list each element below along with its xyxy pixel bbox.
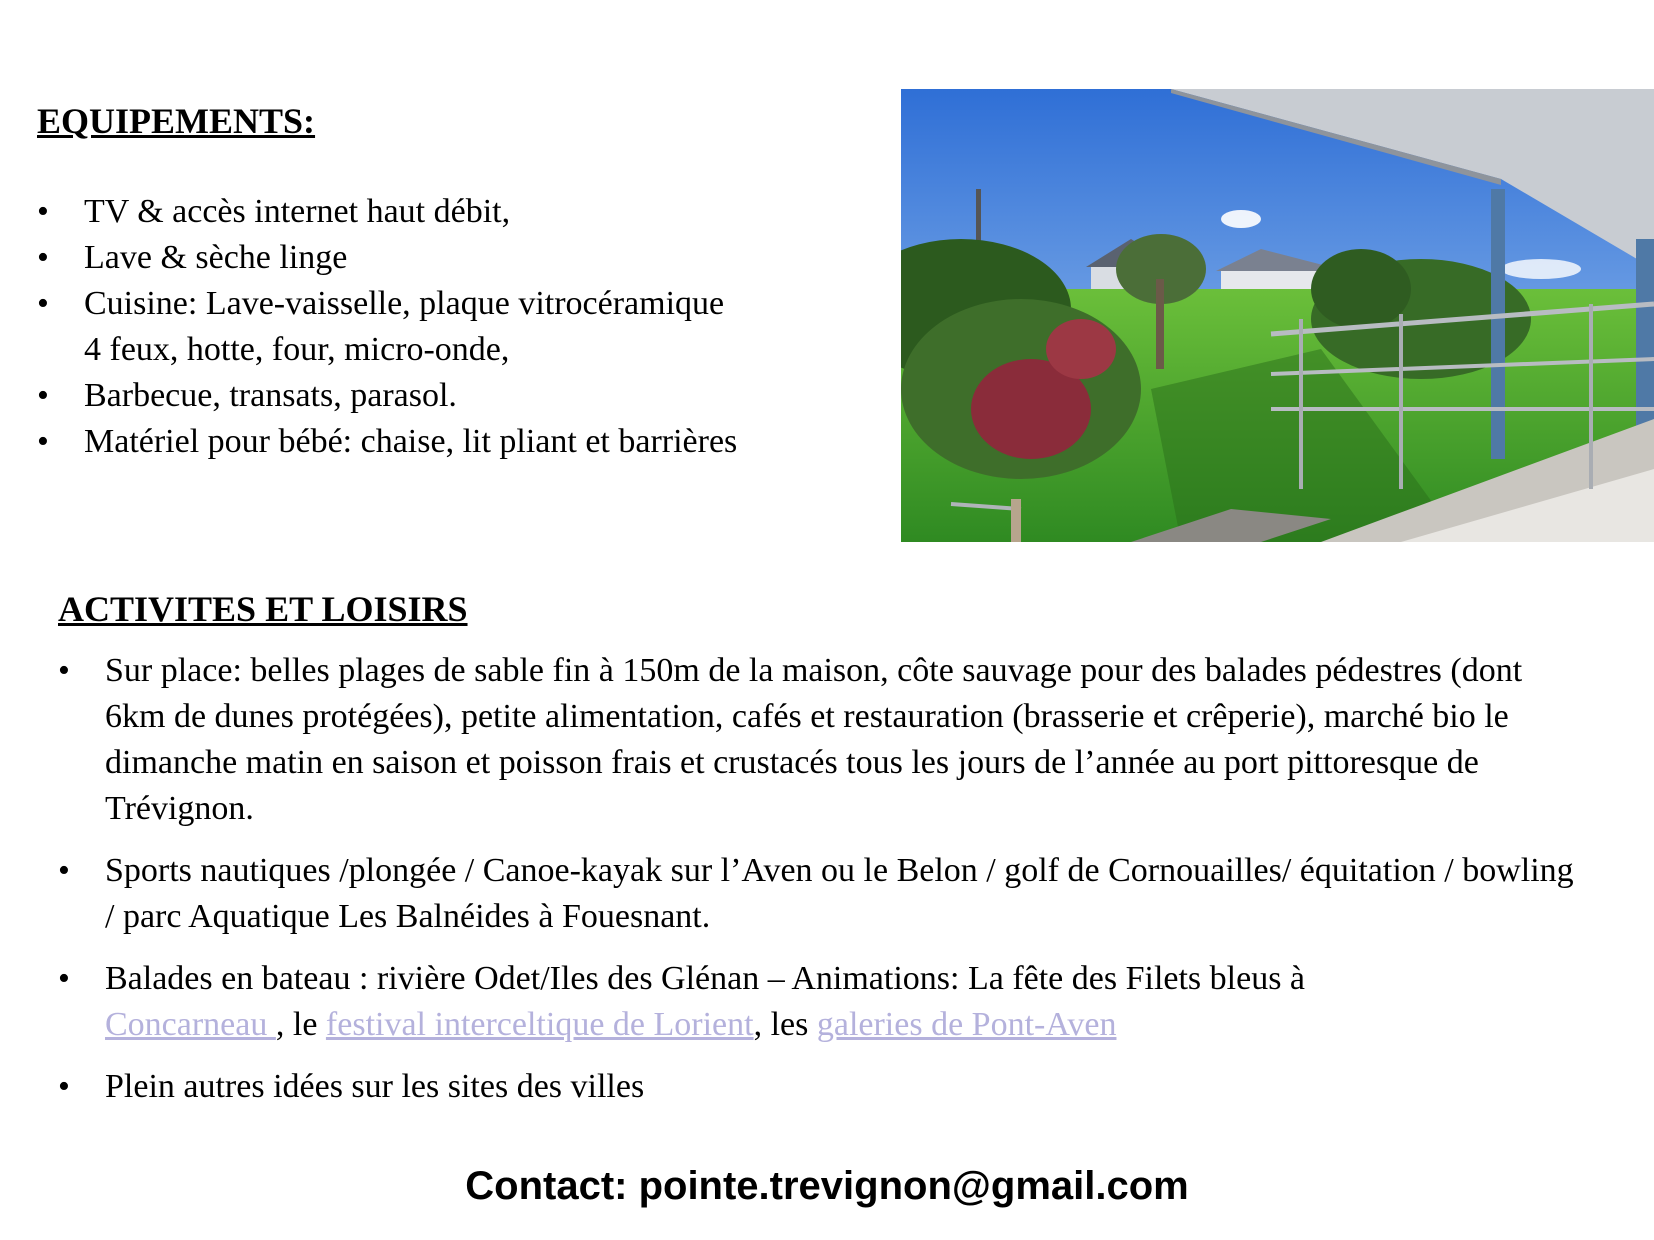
festival-interceltique-link[interactable]: festival interceltique de Lorient bbox=[325, 1006, 754, 1043]
galeries-pont-aven-link[interactable]: galeries de Pont-Aven bbox=[816, 1006, 1117, 1043]
list-item bbox=[58, 1064, 1578, 1110]
contact-line bbox=[0, 1163, 1654, 1209]
house-terrace-photo bbox=[901, 89, 1654, 542]
list-item-text-continued: 4 feux, hotte, four, micro-onde, bbox=[84, 331, 510, 368]
activites-heading: ACTIVITES ET LOISIRS bbox=[58, 589, 468, 629]
list-item bbox=[37, 235, 837, 281]
separator-text: , le bbox=[275, 1006, 326, 1043]
list-item-text: TV & accès internet haut débit, bbox=[84, 193, 511, 230]
concarneau-link[interactable]: Concarneau bbox=[105, 1006, 276, 1043]
list-item-text: Plein autres idées sur les sites des villes bbox=[105, 1068, 645, 1105]
list-item-text: Matériel pour bébé: chaise, lit pliant et barrières bbox=[84, 423, 738, 460]
list-item bbox=[37, 281, 837, 373]
list-item-text: Lave & sèche linge bbox=[84, 239, 348, 276]
separator-text: , les bbox=[753, 1006, 817, 1043]
list-item bbox=[37, 419, 837, 465]
equipements-heading: EQUIPEMENTS: bbox=[37, 101, 316, 141]
list-item-text: Sports nautiques /plongée / Canoe-kayak sur l’Aven ou le Belon / golf de Cornouailles/ équitation / bowling / parc Aquatique Les Balnéides à Fouesnant. bbox=[105, 852, 1574, 935]
equipements-list bbox=[37, 189, 837, 465]
photo-illustration bbox=[901, 89, 1654, 542]
list-item bbox=[58, 956, 1578, 1048]
list-item bbox=[58, 648, 1578, 832]
list-item bbox=[58, 848, 1578, 940]
list-item-text: Barbecue, transats, parasol. bbox=[84, 377, 457, 414]
list-item-text: Sur place: belles plages de sable fin à 150m de la maison, côte sauvage pour des balades pédestres (dont 6km de dunes protégées), petite alimentation, cafés et restauration (brasserie et crêperie), marché bio le dimanche matin en saison et poisson frais et crustacés tous les jours de l’année au port pittoresque de Trévignon. bbox=[105, 652, 1523, 827]
list-item-text: Balades en bateau : rivière Odet/Iles des Glénan – Animations: La fête des Filets bleus à bbox=[105, 960, 1306, 997]
list-item-text: Cuisine: Lave-vaisselle, plaque vitrocéramique bbox=[84, 285, 725, 322]
activites-list bbox=[58, 648, 1578, 1126]
list-item bbox=[37, 189, 837, 235]
list-item bbox=[37, 373, 837, 419]
contact-text: Contact: pointe.trevignon@gmail.com bbox=[465, 1164, 1189, 1208]
